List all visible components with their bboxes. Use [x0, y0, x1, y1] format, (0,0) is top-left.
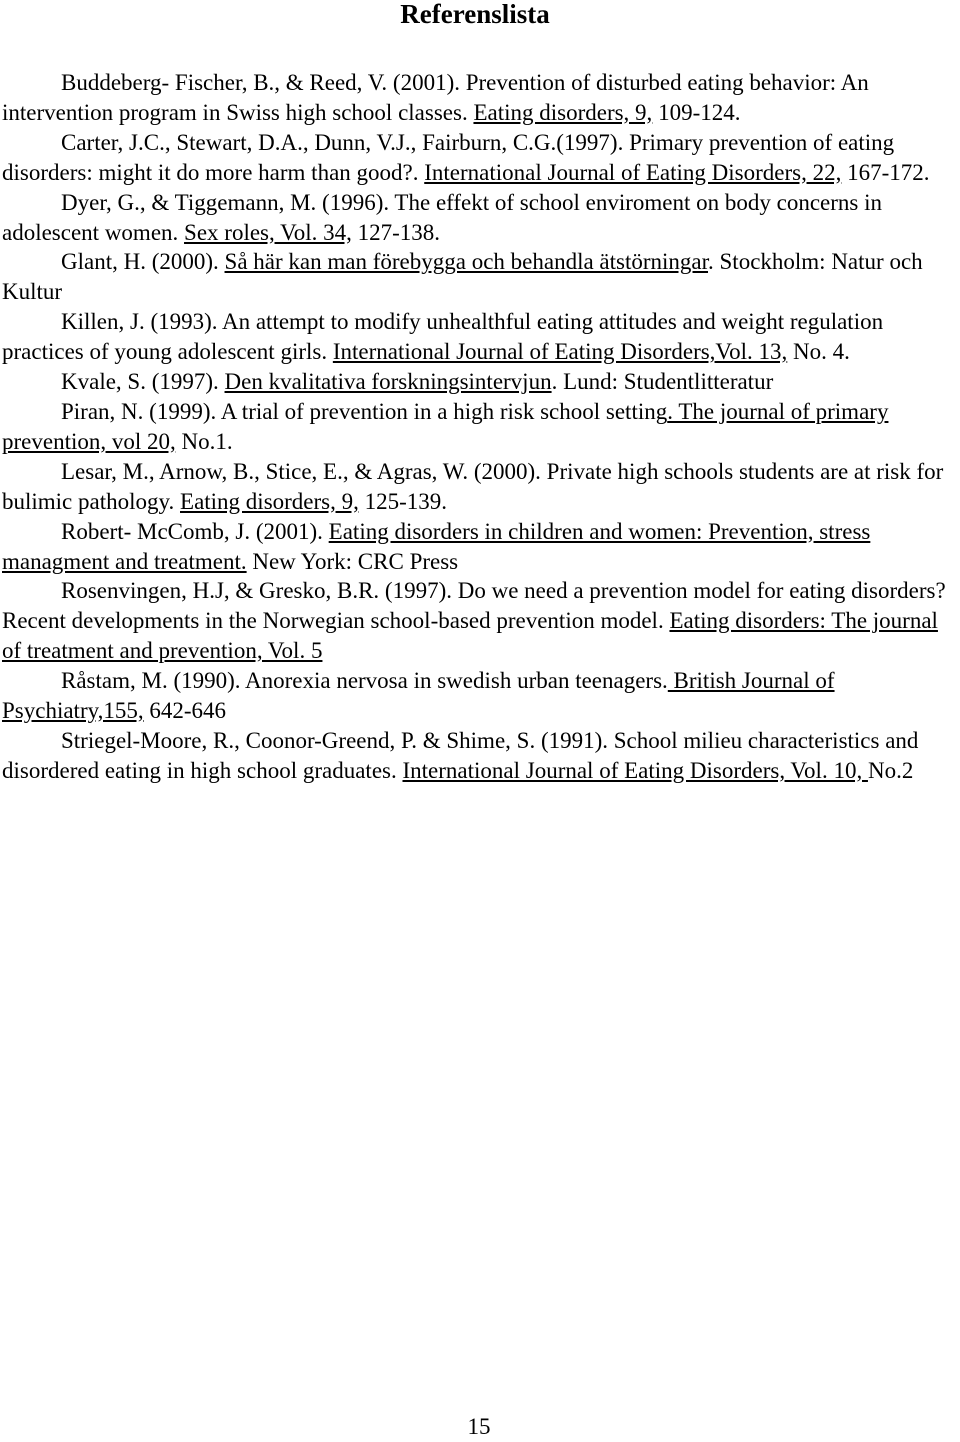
reference-text: 127-138. [351, 219, 441, 245]
reference-source-underlined: British Journal of Psychiatry,155, [2, 668, 835, 724]
reference-text: Striegel-Moore, R., Coonor-Greend, P. & Shime, S. (1991). School milieu characteristics and disordered eating in high school graduates. [2, 727, 919, 783]
reference-source-underlined: International Journal of Eating Disorders,Vol. 13, [332, 339, 788, 365]
reference-text: Dyer, G., & Tiggemann, M. (1996). The effekt of school enviroment on body concerns in adolescent women. [2, 189, 882, 245]
reference-source-underlined: Den kvalitativa forskningsintervjun [224, 369, 552, 395]
reference-entry [2, 307, 960, 367]
reference-source-underlined: Eating disorders, 9, [473, 99, 653, 125]
reference-text: Lesar, M., Arnow, B., Stice, E., & Agras, W. (2000). Private high schools students are at risk for bulimic pathology. [2, 458, 944, 514]
reference-source-underlined: . The journal of primary prevention, vol 20, [2, 398, 889, 454]
reference-text: Carter, J.C., Stewart, D.A., Dunn, V.J., Fairburn, C.G.(1997). Primary prevention of eating disorders: might it do more harm than good?. [2, 129, 895, 185]
reference-entry [2, 457, 960, 517]
reference-text: New York: CRC Press [246, 548, 459, 574]
reference-entry [2, 397, 960, 457]
reference-entry [2, 517, 960, 577]
reference-source-underlined: Eating disorders: The journal of treatment and prevention, Vol. 5 [2, 608, 938, 664]
reference-text: Buddeberg- Fischer, B., & Reed, V. (2001). Prevention of disturbed eating behavior: An intervention program in Swiss high school classes. [2, 70, 869, 125]
reference-list [2, 68, 960, 786]
reference-text: No.1. [175, 428, 233, 454]
reference-text: 125-139. [358, 488, 448, 514]
reference-text: 642-646 [143, 698, 227, 724]
reference-text: Glant, H. (2000). [61, 249, 225, 275]
reference-text: Robert- McComb, J. (2001). [61, 518, 329, 544]
reference-text: Piran, N. (1999). A trial of prevention in a high risk school setting [61, 398, 668, 424]
reference-source-underlined: Så här kan man förebygga och behandla ätstörningar [224, 249, 709, 275]
reference-entry [2, 68, 960, 128]
reference-text: No.2 [867, 757, 914, 783]
reference-text: Kvale, S. (1997). [61, 369, 225, 395]
reference-text: 109-124. [652, 99, 741, 125]
page-title: Referenslista [400, 0, 550, 29]
reference-source-underlined: Eating disorders, 9, [180, 488, 359, 514]
reference-source-underlined: Eating disorders in children and women: Prevention, stress managment and treatment. [2, 518, 871, 574]
reference-text: 167-172. [841, 159, 930, 185]
reference-text: Rosenvingen, H.J, & Gresko, B.R. (1997). Do we need a prevention model for eating disorders? Recent developments in the Norwegian school-based prevention model. [2, 578, 946, 634]
reference-text: Råstam, M. (1990). Anorexia nervosa in swedish urban teenagers. [61, 668, 668, 694]
reference-entry [2, 188, 960, 248]
reference-text: . Stockholm: Natur och Kultur [2, 249, 923, 305]
reference-entry [2, 576, 960, 666]
reference-source-underlined: International Journal of Eating Disorders, 22, [424, 159, 842, 185]
reference-entry [2, 128, 960, 188]
page-number: 15 [467, 1414, 491, 1439]
reference-text: No. 4. [787, 339, 850, 365]
reference-text: . Lund: Studentlitteratur [551, 369, 774, 395]
reference-source-underlined: Sex roles, Vol. 34, [184, 219, 352, 245]
reference-source-underlined: International Journal of Eating Disorders, Vol. 10, [402, 757, 868, 783]
reference-entry [2, 247, 960, 307]
reference-text: Killen, J. (1993). An attempt to modify unhealthful eating attitudes and weight regulation practices of young adolescent girls. [2, 309, 884, 365]
reference-entry [2, 666, 960, 726]
reference-entry [2, 367, 960, 397]
reference-entry [2, 726, 960, 786]
